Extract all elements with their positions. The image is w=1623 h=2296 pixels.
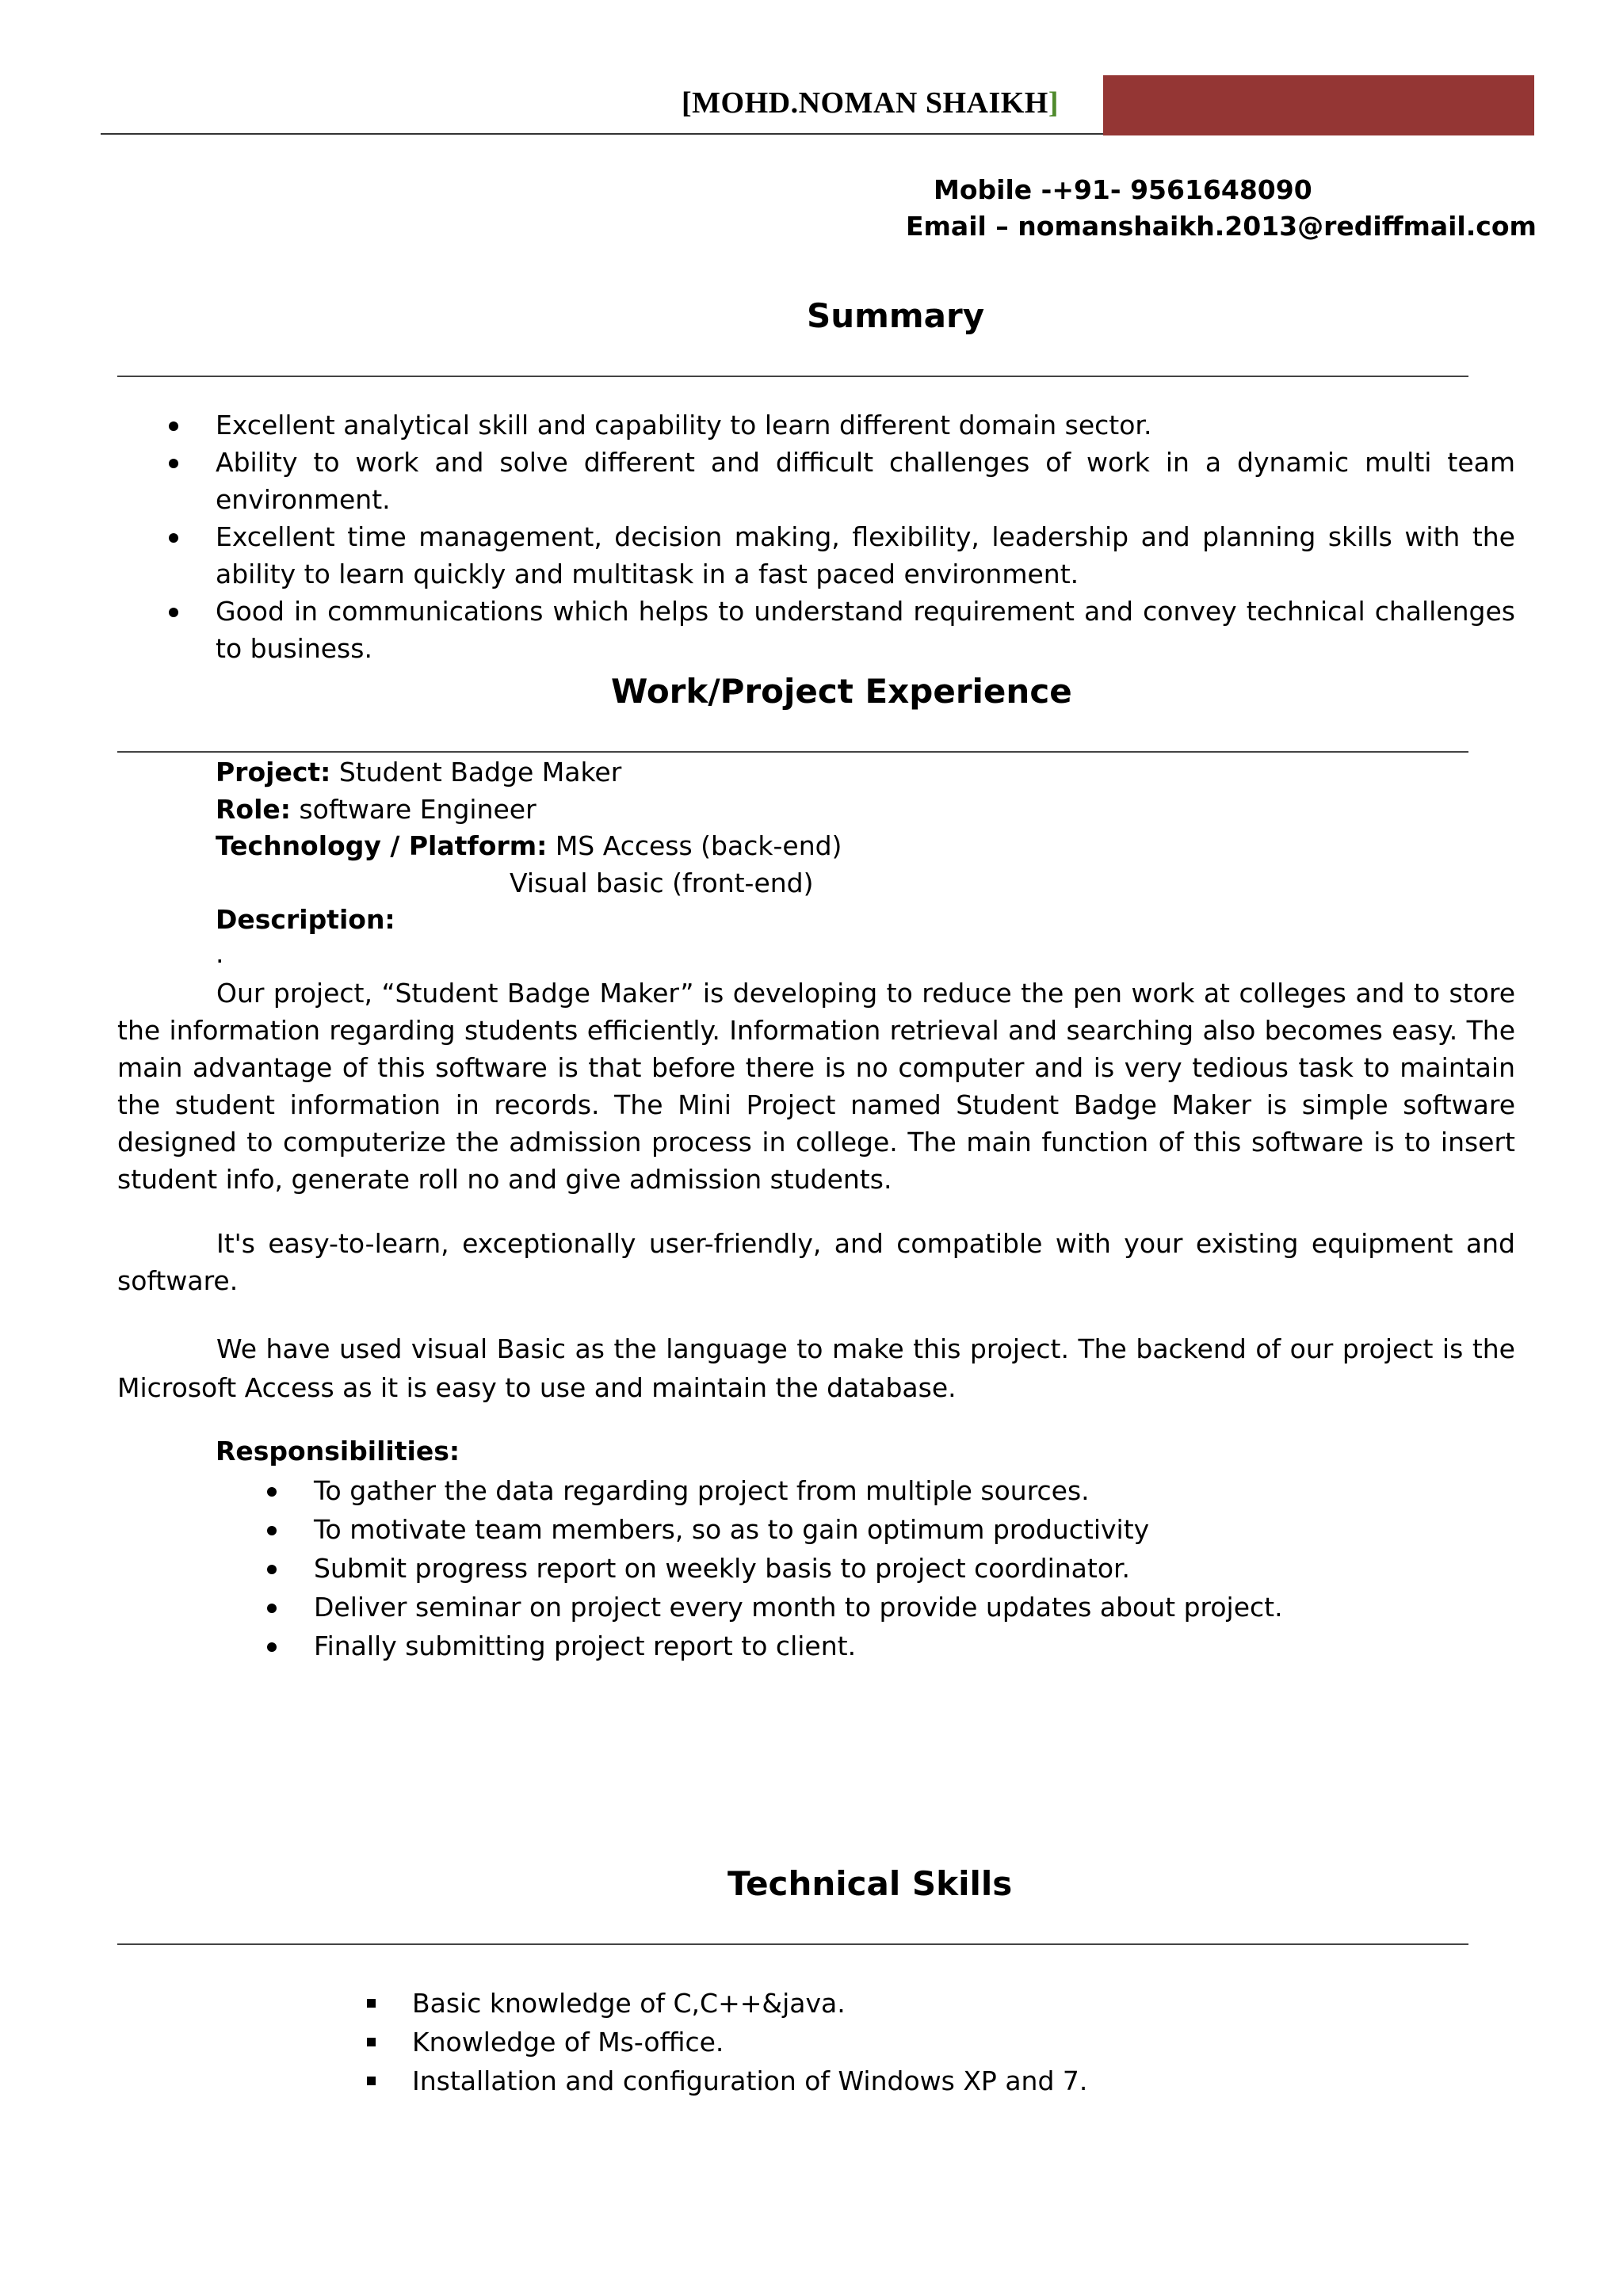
header-accent-block: [1103, 75, 1534, 135]
tech-value-1: MS Access (back-end): [555, 830, 842, 861]
responsibilities-label: Responsibilities:: [216, 1436, 460, 1466]
square-bullet-icon: [367, 1999, 376, 2008]
description-label: Description:: [216, 904, 395, 935]
skill-item: Knowledge of Ms-office.: [412, 2023, 1442, 2061]
skills-title: Technical Skills: [727, 1864, 1013, 1903]
project-line: [216, 753, 621, 791]
responsibilities-list: [314, 1471, 1423, 1665]
skill-item: Installation and configuration of Windows XP and 7.: [412, 2061, 1442, 2100]
square-bullet-icon: [367, 2038, 376, 2046]
bullet-icon: [169, 608, 178, 617]
tech-line: [216, 827, 842, 864]
header-rule: [101, 133, 1103, 135]
name-close-bracket: ]: [1048, 86, 1060, 120]
skill-item: Basic knowledge of C,C++&java.: [412, 1984, 1442, 2023]
responsibility-item: Deliver seminar on project every month to provide updates about project.: [314, 1588, 1423, 1627]
role-label: Role:: [216, 794, 291, 825]
description-body: [117, 974, 1515, 1407]
bullet-icon: [267, 1604, 277, 1613]
tech-value-2: Visual basic (front-end): [510, 868, 814, 898]
responsibility-item: Finally submitting project report to client.: [314, 1627, 1423, 1665]
mobile-number: Mobile -+91- 9561648090: [934, 174, 1312, 205]
description-paragraph-1: Our project, “Student Badge Maker” is developing to reduce the pen work at colleges and to store the information regarding students efficiently. Information retrieval and searching also becomes easy. The main advantage of this software is that before there is no computer and is very tedious task to maintain the student information in records. The Mini Project named Student Badge Maker is simple software designed to computerize the admission process in college. The main function of this software is to insert student info, generate roll no and give admission students.: [117, 978, 1515, 1195]
responsibility-item: Submit progress report on weekly basis to project coordinator.: [314, 1549, 1423, 1588]
bullet-icon: [267, 1526, 277, 1535]
resume-name: [682, 86, 1059, 120]
role-line: [216, 791, 537, 828]
name-text: [MOHD.NOMAN SHAIKH: [682, 86, 1048, 120]
responsibility-item: To motivate team members, so as to gain optimum productivity: [314, 1510, 1423, 1549]
tech-label: Technology / Platform:: [216, 830, 548, 861]
project-value: Student Badge Maker: [338, 757, 622, 788]
bullet-icon: [267, 1487, 277, 1497]
summary-item: Ability to work and solve different and difficult challenges of work in a dynamic multi team environment.: [216, 444, 1515, 518]
bullet-icon: [267, 1642, 277, 1652]
skills-rule: [117, 1943, 1468, 1945]
bullet-icon: [169, 421, 178, 431]
responsibility-item: To gather the data regarding project from multiple sources.: [314, 1471, 1423, 1510]
square-bullet-icon: [367, 2077, 376, 2085]
skills-list: [412, 1984, 1442, 2100]
description-dot: .: [216, 938, 224, 969]
summary-item: Excellent analytical skill and capability to learn different domain sector.: [216, 406, 1515, 444]
summary-title: Summary: [807, 296, 985, 335]
bullet-icon: [267, 1565, 277, 1574]
bullet-icon: [169, 459, 178, 468]
experience-title: Work/Project Experience: [611, 672, 1072, 711]
description-paragraph-3: We have used visual Basic as the language to make this project. The backend of our project is the Microsoft Access as it is easy to use and maintain the database.: [117, 1333, 1515, 1403]
project-label: Project:: [216, 757, 331, 788]
bullet-icon: [169, 533, 178, 543]
email-address: Email – nomanshaikh.2013@rediffmail.com: [906, 211, 1537, 242]
summary-list: [216, 406, 1515, 667]
experience-rule: [117, 751, 1468, 753]
summary-rule: [117, 376, 1468, 377]
summary-item: Good in communications which helps to understand requirement and convey technical challenges to business.: [216, 593, 1515, 667]
role-value: software Engineer: [299, 794, 537, 825]
summary-item: Excellent time management, decision making, flexibility, leadership and planning skills with the ability to learn quickly and multitask in a fast paced environment.: [216, 518, 1515, 593]
description-paragraph-2: It's easy-to-learn, exceptionally user-friendly, and compatible with your existing equipment and software.: [117, 1228, 1515, 1296]
